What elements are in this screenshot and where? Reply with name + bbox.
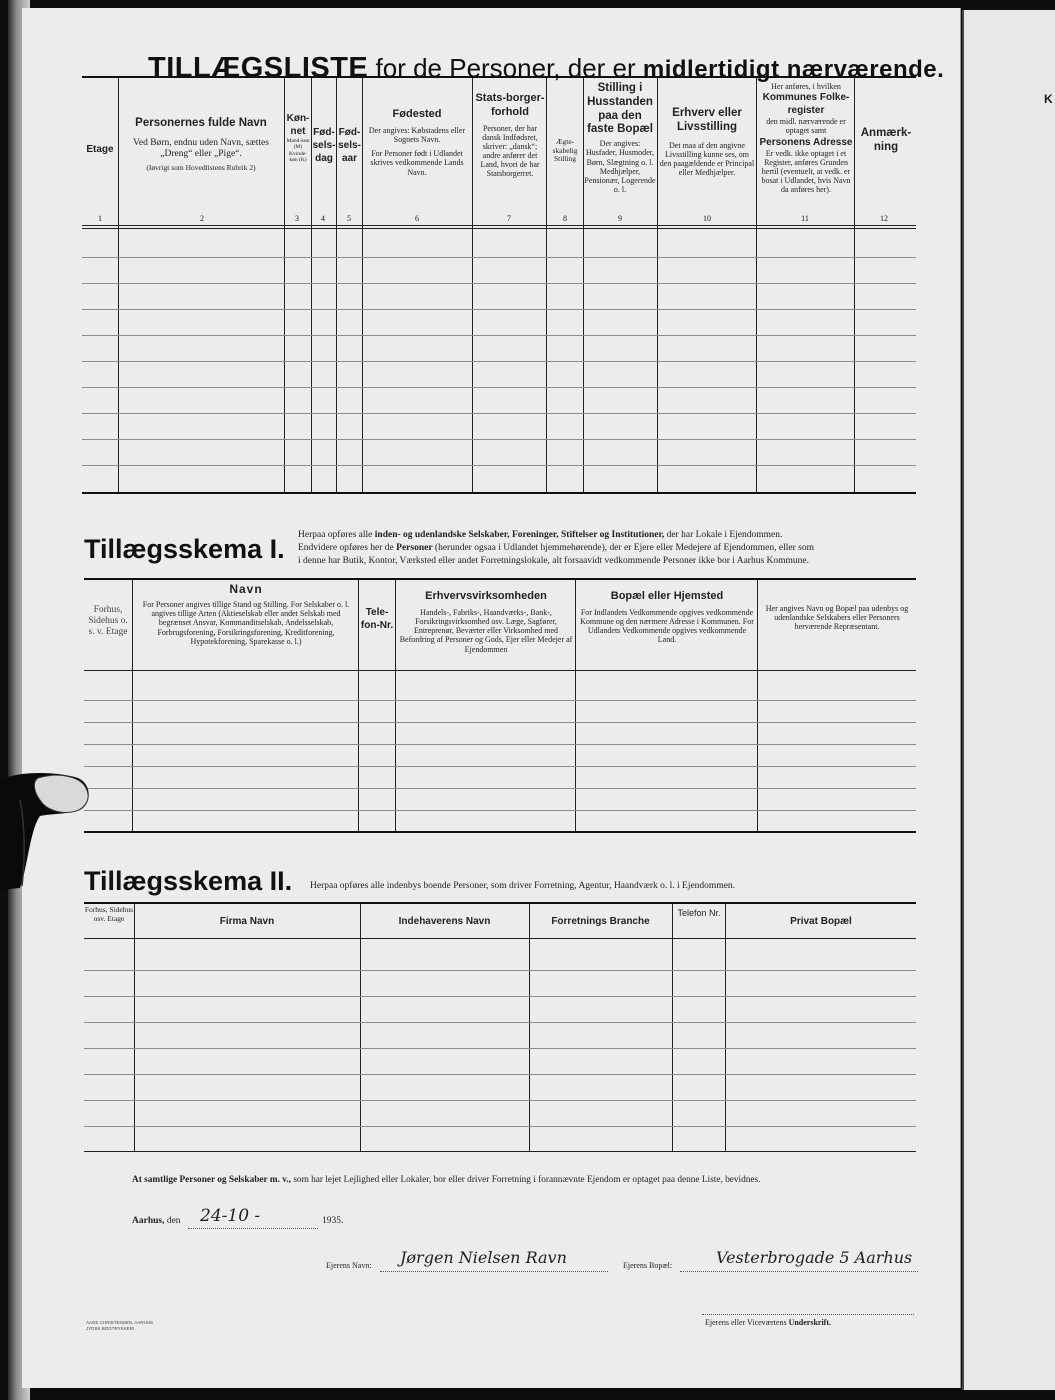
col-header-note: For Personer født i Udlandet skrives vedkommende Lands Navn. (370, 149, 464, 177)
col-header-title: Fød-sels-dag (312, 127, 336, 164)
table-row (84, 766, 916, 767)
col-header-sub: Der angives: Husfader, Husmoder, Børn, Slægtning o. l. Medhjælper, Pensionær, Logerende o. l. (584, 139, 656, 195)
col-header-sub: For Indlandets Vedkommende opgives vedkommende Kommune og den nærmere Adresse i Kommunen. For Udlandets Vedkommende opgives vedkommende Land. (580, 607, 754, 645)
schema1-text: Endvidere opføres her de (298, 543, 394, 553)
table-row (84, 1022, 916, 1023)
schema2-description: Herpaa opføres alle indenbys boende Personer, som driver Forretning, Agentur, Haandværk o. l. i Ejendommen. (310, 881, 736, 891)
col-header-title: Ægte-skabelig Stilling (552, 137, 578, 164)
schema1-text: (herunder ogsaa i Udlandet hjemmehørende), der er Ejere eller Medejere af Ejendommen, eller som (434, 543, 814, 553)
schema1-text: Herpaa opføres alle (298, 530, 373, 540)
col-header-stilling (584, 82, 656, 194)
table-top-rule (82, 76, 916, 78)
col-header-fodested (364, 108, 470, 177)
col-header-sub: Der angives: Købstadens eller Sognets Navn. (368, 125, 466, 144)
adjacent-page-text: K (1044, 92, 1053, 106)
col-header-anmaerkning (855, 126, 917, 155)
schema1-text-bold: inden- og udenlandske Selskaber, Foreninger, Stiftelser og Institutioner, (374, 530, 665, 540)
col-header-title: Tele-fon-Nr. (360, 607, 394, 631)
schema1-text: i denne har Butik, Kontor, Værksted eller andet Forretningslokale, alt forsaavidt vedkommende Personer ikke bor i Aarhus Kommune. (298, 556, 810, 566)
owner-address-label: Ejerens Bopæl: (623, 1261, 673, 1270)
table-row (84, 788, 916, 789)
schema2-col-etage: Forhus, Sidehus osv. Etage (84, 905, 134, 923)
signature-label-bold: Underskrift. (788, 1318, 832, 1327)
col-header-title: Indehaverens Navn (398, 916, 491, 927)
col-header-sub: Mand-køn (M) Kvinde-køn (K) (286, 138, 310, 163)
col-header-pre: Her anføres, i hvilken (771, 82, 841, 91)
col-header-title: Kommunes Folke-register (762, 92, 850, 117)
col-header-etage (82, 143, 118, 156)
col-header-kon (285, 112, 311, 163)
date-line (132, 1215, 181, 1228)
date-handwritten: 24-10 - (200, 1206, 261, 1226)
col-number: 6 (415, 214, 419, 223)
col-number: 3 (295, 214, 299, 223)
schema2-bottom-rule (84, 1151, 916, 1152)
col-header-note: (Iøvrigt som Hovedlistens Rubrik 2) (146, 163, 256, 173)
schema1-header-rule (84, 670, 916, 671)
col-divider (725, 904, 726, 1151)
place-label: Aarhus, (132, 1216, 165, 1226)
owner-address-line (680, 1271, 918, 1272)
col-header-title: Stilling i Husstanden paa den faste Bopæl (587, 82, 653, 136)
table-row (82, 413, 916, 414)
col-divider (672, 904, 673, 1151)
col-number: 8 (563, 214, 567, 223)
schema1-top-rule (84, 578, 916, 580)
col-header-sub: den midl. nærværende er optaget samt (766, 117, 846, 136)
col-number: 1 (98, 214, 102, 223)
schema2-col-indehaver (360, 915, 529, 928)
col-header-title: Forretnings Branche (551, 916, 650, 927)
table-row (84, 1100, 916, 1101)
table-bottom-rule (82, 492, 916, 494)
table-row (82, 335, 916, 336)
col-header-title: Telefon Nr. (677, 908, 721, 918)
col-header-sub: Det maa af den angivne Livsstilling kunne ses, om den paagældende er Principal eller Medhjælper. (659, 140, 755, 178)
col-divider (757, 580, 758, 831)
col-header-fodselsdag (312, 126, 336, 165)
owner-address-value: Vesterbrogade 5 Aarhus (716, 1248, 913, 1267)
col-divider (360, 904, 361, 1151)
schema2-col-firma (134, 915, 360, 928)
col-divider (657, 78, 658, 492)
table-row (82, 465, 916, 466)
schema1-col-representant: Her angives Navn og Bopæl paa udenbys og udenlandske Selskabers eller Personers herværende Repræsentant. (765, 604, 909, 632)
col-header-title: Etage (86, 144, 114, 155)
owner-name-value: Jørgen Nielsen Ravn (400, 1248, 567, 1267)
declaration-text: som har lejet Lejlighed eller Lokaler, bor eller driver Forretning i forannævnte Ejendom er optaget paa denne Liste, bevidnes. (293, 1175, 761, 1185)
col-header-title: Stats-borger-forhold (475, 92, 545, 118)
owner-name-line (380, 1271, 608, 1272)
den-label: den (166, 1216, 181, 1226)
col-header-sub: Ved Børn, endnu uden Navn, sættes „Dreng“ eller „Pige“. (133, 138, 269, 160)
col-header-erhverv (659, 106, 755, 178)
schema1-col-telefon (359, 606, 395, 632)
table-row (84, 700, 916, 701)
col-header-note: Er vedk. ikke optaget i et Register, anføres Grunden hertil (eventuelt, at vedk. er bosat i Udlandet, hvis Navn da anføres her). (761, 148, 851, 195)
table-row (84, 722, 916, 723)
col-divider (118, 78, 119, 492)
main-title-rest-1: for de Personer, der er (375, 53, 636, 83)
schema1-text-bold: Personer (396, 543, 433, 553)
col-number: 4 (321, 214, 325, 223)
schema2-title: Tillægsskema II. (84, 866, 293, 896)
table-row (84, 970, 916, 971)
col-header-title: Bopæl eller Hjemsted (610, 590, 724, 602)
schema1-description (298, 529, 918, 568)
col-header-title: Fød-sels-aar (338, 127, 361, 164)
schema2-col-bopael (726, 915, 916, 928)
table-row (84, 996, 916, 997)
schema2-header-rule (84, 938, 916, 939)
schema1-col-bopael (578, 590, 756, 645)
owner-name-label: Ejerens Navn: (326, 1261, 372, 1270)
table-row (84, 1126, 916, 1127)
col-divider (362, 78, 363, 492)
col-number: 7 (507, 214, 511, 223)
signature-line (702, 1314, 914, 1315)
col-header-title-2: Personens Adresse (759, 136, 853, 148)
schema1-title: Tillægsskema I. (84, 534, 285, 564)
col-header-name (120, 116, 282, 173)
table-row (82, 439, 916, 440)
table-row (82, 361, 916, 362)
year: 1935. (322, 1216, 344, 1226)
signature-label (705, 1316, 831, 1329)
col-divider (756, 78, 757, 492)
header-bottom-rule (82, 225, 916, 226)
col-number: 9 (618, 214, 622, 223)
col-header-sub: For Personer angives tillige Stand og Stilling. For Selskaber o. l. angives tillige Arten (Aktieselskab eller andet Selskab med begrænset Ansvar, Kommanditselskab, Andelsselskab, Forbrugsforening, Forsikringsforening, Kreditforening, Hypotekforening, Sparekasse o. l.) (142, 600, 350, 646)
date-underline (188, 1228, 318, 1229)
schema2-col-branche (529, 915, 672, 928)
col-number: 11 (801, 214, 809, 223)
col-divider (472, 78, 473, 492)
table-row (82, 309, 916, 310)
col-header-title: Firma Navn (219, 916, 275, 927)
table-row (84, 744, 916, 745)
form-page (22, 8, 961, 1388)
col-header-title: Erhvervsvirksomheden (425, 590, 547, 602)
col-number: 12 (880, 214, 888, 223)
col-header-sub: Handels-, Fabriks-, Haandværks-, Bank-, Forsikringsvirksomhed osv. Læge, Sagfører, Entreprenør, Beværter eller Virksomhed med Befordring af Personer og Gods, Ejer eller Medejer af Ejendommen (399, 607, 573, 654)
schema1-text: der har Lokale i Ejendommen. (666, 530, 783, 540)
col-header-title: Fødested (392, 108, 442, 120)
col-number: 2 (200, 214, 204, 223)
thumb-holding-page (0, 770, 100, 890)
col-header-sub: Personer, der har dansk Indfødsret, skriver: „dansk“; andre anfører det Land, hvori de har Statsborgerret. (480, 123, 540, 179)
main-title-rest-2: midlertidigt nærværende. (642, 56, 945, 83)
schema2-top-rule (84, 902, 916, 904)
col-divider (395, 580, 396, 831)
col-header-folkeregister (758, 82, 854, 195)
col-header-fodselsaar (337, 126, 362, 165)
schema1-bottom-rule (84, 831, 916, 833)
col-header-title: Erhverv eller Livsstilling (672, 107, 742, 134)
signature-label-text: Ejerens eller Viceværtens (705, 1318, 787, 1327)
col-header-title: Anmærk-ning (860, 127, 912, 154)
main-title-bold: TILLÆGSLISTE (148, 52, 369, 84)
declaration-bold: At samtlige Personer og Selskaber m. v., (132, 1175, 291, 1185)
adjacent-page (962, 10, 1055, 1390)
col-number: 5 (347, 214, 351, 223)
printer-imprint: AAGE CHRISTENSEN, AARHUS JYDSK BOGTRYKKERI (86, 1320, 154, 1331)
declaration (132, 1174, 922, 1187)
table-row (82, 257, 916, 258)
schema1-col-erhverv (398, 590, 574, 654)
schema2-col-telefon (675, 908, 723, 918)
table-row (84, 1074, 916, 1075)
schema1-col-etage: Forhus, Sidehus o. s. v. Etage (88, 605, 128, 637)
col-header-title: Personernes fulde Navn (135, 117, 267, 129)
table-row (82, 283, 916, 284)
col-divider (134, 904, 135, 1151)
col-divider (575, 580, 576, 831)
col-header-title: Privat Bopæl (790, 916, 852, 927)
col-divider (132, 580, 133, 831)
table-row (82, 387, 916, 388)
col-divider (529, 904, 530, 1151)
table-row (84, 810, 916, 811)
schema1-col-navn (136, 582, 356, 646)
col-header-aegteskab (547, 138, 583, 164)
col-number: 10 (703, 214, 711, 223)
col-header-statsborger (474, 92, 546, 179)
table-row (84, 1048, 916, 1049)
header-bottom-rule-2 (82, 228, 916, 229)
col-header-title: Navn (229, 582, 263, 596)
col-header-title: Køn-net (286, 113, 310, 137)
